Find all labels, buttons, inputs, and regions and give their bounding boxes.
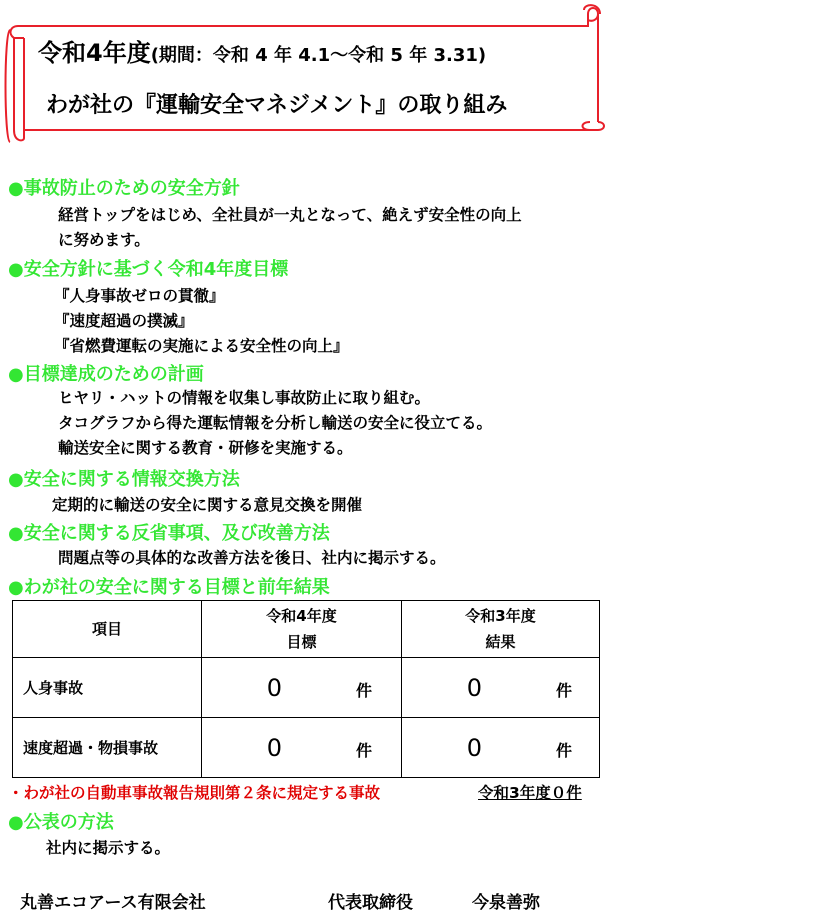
scroll-banner-frame (0, 0, 610, 150)
accident-rule-result: 令和3年度０件 (478, 784, 582, 802)
goal-item: 『省燃費運転の実施による安全性の向上』 (54, 337, 349, 355)
target-cell (202, 718, 402, 778)
header-item: 項目 (13, 601, 202, 658)
header-result (402, 601, 600, 658)
section-heading-reflection: ●安全に関する反省事項、及び改善方法 (8, 523, 330, 544)
title-period: (期間：令和 4 年 4.1～令和 5 年 3.31) (150, 45, 487, 66)
result-cell (402, 658, 600, 718)
header-target (202, 601, 402, 658)
unit-label: 件 (355, 680, 372, 700)
representative-role: 代表取締役 (328, 893, 413, 913)
title-year: 令和4年度 (38, 39, 151, 67)
result-value: 0 (466, 733, 482, 762)
representative-name: 今泉善弥 (472, 893, 540, 913)
section-heading-goals: ●安全方針に基づく令和4年度目標 (8, 259, 289, 280)
unit-label: 件 (555, 740, 572, 760)
section-heading-results: ●わが社の安全に関する目標と前年結果 (8, 577, 330, 598)
page-subtitle: わが社の『運輸安全マネジメント』の取り組み (46, 93, 508, 118)
section-text: 定期的に輸送の安全に関する意見交換を開催 (52, 496, 363, 514)
goal-item: 『人身事故ゼロの貫徹』 (54, 287, 225, 305)
section-text: 社内に掲示する。 (46, 839, 171, 857)
target-value: 0 (266, 733, 282, 762)
header-result-line2: 結果 (485, 633, 516, 651)
row-label: 人身事故 (13, 658, 202, 718)
section-text: に努めます。 (58, 231, 150, 249)
table-row (13, 718, 600, 778)
goal-item: 『速度超過の撲滅』 (54, 312, 194, 330)
header-target-line2: 目標 (286, 633, 317, 651)
section-heading-safety-policy: ●事故防止のための安全方針 (8, 178, 240, 199)
section-heading-publication: ●公表の方法 (8, 812, 114, 833)
table-header-row (13, 601, 600, 658)
result-cell (402, 718, 600, 778)
page-title (38, 33, 486, 68)
section-heading-info-exchange: ●安全に関する情報交換方法 (8, 469, 240, 490)
section-heading-plan: ●目標達成のための計画 (8, 364, 204, 385)
result-value: 0 (466, 673, 482, 702)
results-table (12, 600, 600, 778)
unit-label: 件 (555, 680, 572, 700)
header-result-line1: 令和3年度 (465, 607, 536, 625)
plan-item: ヒヤリ・ハットの情報を収集し事故防止に取り組む。 (58, 389, 431, 407)
plan-item: 輸送安全に関する教育・研修を実施する。 (58, 439, 353, 457)
plan-item: タコグラフから得た運転情報を分析し輸送の安全に役立てる。 (58, 414, 493, 432)
target-cell (202, 658, 402, 718)
header-target-line1: 令和4年度 (266, 607, 337, 625)
table-row (13, 658, 600, 718)
section-text: 問題点等の具体的な改善方法を後日、社内に掲示する。 (58, 549, 446, 567)
section-text: 経営トップをはじめ、全社員が一丸となって、絶えず安全性の向上 (58, 206, 522, 224)
accident-rule-note: ・わが社の自動車事故報告規則第２条に規定する事故 (8, 784, 381, 802)
company-name: 丸善エコアース有限会社 (20, 893, 206, 913)
row-label: 速度超過・物損事故 (13, 718, 202, 778)
target-value: 0 (266, 673, 282, 702)
unit-label: 件 (355, 740, 372, 760)
